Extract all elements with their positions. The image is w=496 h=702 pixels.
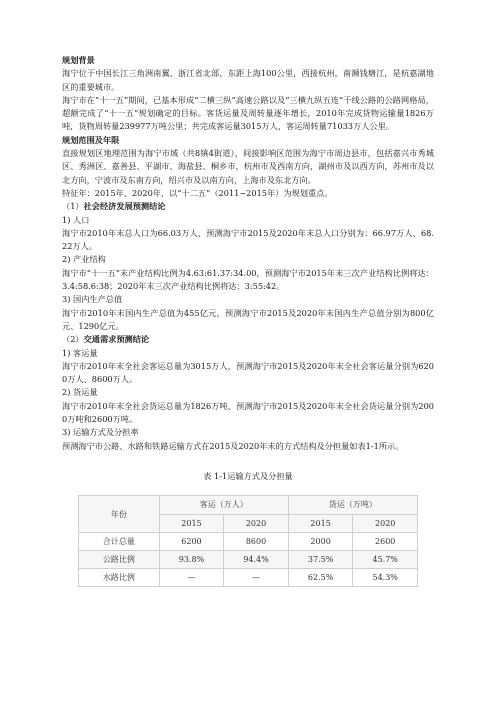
scope-paragraph-area: 直接规划区地理范围为海宁市域（共8镇4街道），间接影响区范围为海宁市周边县市，包括嘉兴市秀城区、秀洲区、嘉善县、平湖市、海盐县、桐乡市，杭州市及西南方向，湖州市及以西方向，苏州市及以北方向，宁波市及东南方向，绍兴市及以南方向，上海市及东北方向。 <box>62 148 434 185</box>
table-header-row <box>79 496 418 515</box>
table-cell: 94.4% <box>224 551 289 569</box>
row-label-cell: 水路比例 <box>79 569 160 587</box>
section-heading-background: 规划背景 <box>62 55 95 65</box>
row-label-cell: 合计总量 <box>79 533 160 551</box>
item-label-gdp: 3) 国内生产总值 <box>62 294 123 305</box>
table-cell: 37.5% <box>288 551 353 569</box>
subsection-number: （2） <box>62 334 84 345</box>
item-text-industry: 海宁市“十一五”末产业结构比例为4.63:61.37:34.00，预测海宁市2015年末三次产业结构比例将达：3.4:58.6:38；2020年末三次产业结构比例将达：3:55:42。 <box>62 267 434 292</box>
item-label-passenger: 1) 客运量 <box>62 347 98 358</box>
item-text-freight: 海宁市2010年末全社会货运总量为1826万吨，预测海宁市2015及2020年末全社会货运量分别为2000万吨和2600万吨。 <box>62 400 434 425</box>
background-paragraph-network: 海宁市在“十一五”期间，已基本形成“二横三纵”高速公路以及“三横九纵五连”干线公路的公路网格局，超额完成了“十一五”规划确定的目标。客货运量及周转量逐年增长，2010年完成货物运输量1826万吨，货物周转量239977万吨公里；共完成客运量3015万人，客运周转量71033万人公里。 <box>62 94 434 132</box>
freight-header-cell: 货运（万吨） <box>288 496 417 515</box>
scope-paragraph-years: 特征年：2015年、2020年，以“十二五”（2011~2015年）为规划重点。 <box>62 187 333 198</box>
year-cell: 2015 <box>288 514 353 533</box>
table-row <box>79 533 418 551</box>
subsection-number: （1） <box>62 201 84 212</box>
item-label-industry: 2) 产业结构 <box>62 254 106 265</box>
year-cell: 2020 <box>353 514 418 533</box>
passenger-header-cell: 客运（万人） <box>159 496 288 515</box>
item-text-mode: 预测海宁市公路、水路和铁路运输方式在2015及2020年末的方式结构及分担量如表1-1所示。 <box>62 440 404 451</box>
row-label-cell: 公路比例 <box>79 551 160 569</box>
item-label-mode: 3) 运输方式及分担率 <box>62 427 139 438</box>
section-heading-scope: 规划范围及年限 <box>62 134 120 145</box>
table-row <box>79 569 418 587</box>
table-cell: 8600 <box>224 533 289 551</box>
subsection-title: 社会经济发展预测结论 <box>83 201 166 212</box>
year-cell: 2020 <box>224 514 289 533</box>
item-text-population: 海宁市2010年末总人口为66.03万人，预测海宁市2015及2020年末总人口分别为：66.97万人、68.22万人。 <box>62 227 434 252</box>
item-text-gdp: 海宁市2010年末国内生产总值为455亿元，预测海宁市2015及2020年末国内生产总值分别为800亿元、1290亿元。 <box>62 307 434 331</box>
document-page <box>62 54 434 587</box>
transport-mode-table <box>78 495 418 587</box>
table-cell: 93.8% <box>159 551 224 569</box>
table-cell: 2600 <box>353 533 418 551</box>
table-cell: 62.5% <box>288 569 353 587</box>
table-cell: 2000 <box>288 533 353 551</box>
table-caption: 表 1-1运输方式及分担量 <box>203 470 293 481</box>
table-row <box>79 551 418 569</box>
table-cell: 6200 <box>159 533 224 551</box>
year-cell: 2015 <box>159 514 224 533</box>
item-text-passenger: 海宁市2010年末全社会客运总量为3015万人，预测海宁市2015及2020年末全社会客运量分别为6200万人、8600万人。 <box>62 360 434 385</box>
subsection-heading-economy <box>62 200 434 213</box>
subsection-title: 交通需求预测结论 <box>83 334 150 345</box>
subsection-heading-demand <box>62 333 434 346</box>
table-cell: 54.3% <box>353 569 418 587</box>
table-cell: — <box>224 569 289 587</box>
item-label-population: 1) 人口 <box>62 214 90 225</box>
item-label-freight: 2) 货运量 <box>62 387 98 398</box>
table-cell: 45.7% <box>353 551 418 569</box>
background-paragraph-location: 海宁位于中国长江三角洲南翼、浙江省北部，东距上海100公里，西接杭州，南濒钱塘江，是杭嘉湖地区的重要城市。 <box>62 68 434 92</box>
year-header-cell: 年份 <box>79 496 160 533</box>
table-cell: — <box>159 569 224 587</box>
